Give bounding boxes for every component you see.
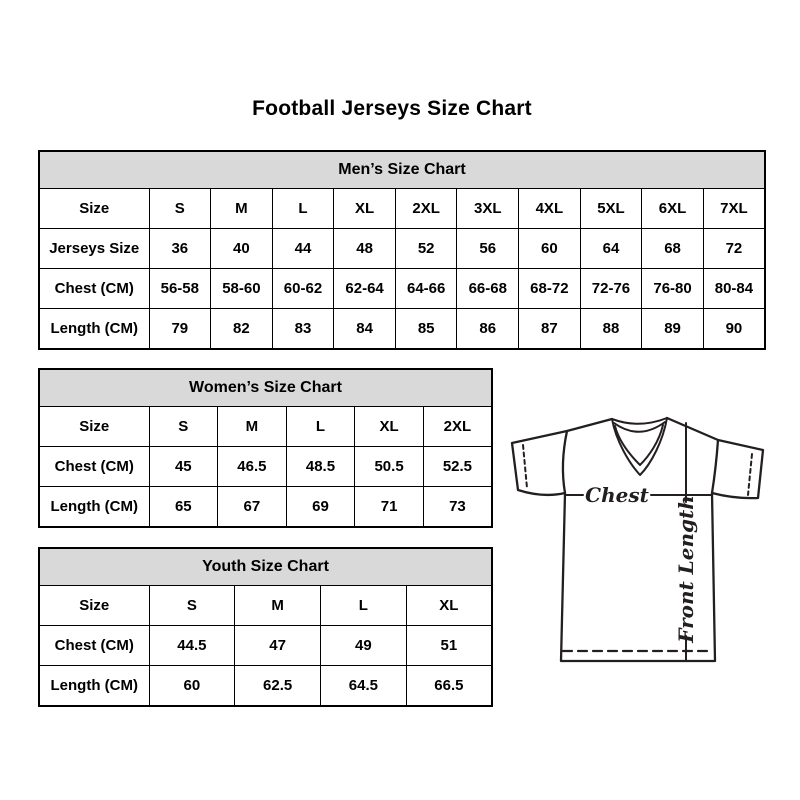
table-row (39, 447, 492, 487)
table-cell: 2XL (395, 189, 457, 229)
row-label: Size (39, 189, 149, 229)
table-cell: 68-72 (519, 269, 581, 309)
table-cell: 64 (580, 229, 642, 269)
table-row (39, 309, 765, 350)
table-cell: 69 (286, 487, 355, 528)
table-cell: 80-84 (703, 269, 765, 309)
row-label: Jerseys Size (39, 229, 149, 269)
table-cell: 3XL (457, 189, 519, 229)
table-cell: 83 (272, 309, 334, 350)
table-cell: L (321, 586, 407, 626)
mens-table-title: Men’s Size Chart (39, 151, 765, 189)
row-label: Size (39, 407, 149, 447)
table-cell: 7XL (703, 189, 765, 229)
youth-table-title: Youth Size Chart (39, 548, 492, 586)
table-cell: 60 (149, 666, 235, 707)
right-sleeve-dash-icon (748, 454, 752, 495)
table-cell: M (211, 189, 273, 229)
row-label: Length (CM) (39, 487, 149, 528)
row-label: Chest (CM) (39, 269, 149, 309)
table-cell: 48 (334, 229, 396, 269)
table-cell: 60 (519, 229, 581, 269)
row-label: Chest (CM) (39, 447, 149, 487)
table-cell: 52 (395, 229, 457, 269)
table-cell: 66-68 (457, 269, 519, 309)
table-cell: 65 (149, 487, 218, 528)
table-cell: XL (355, 407, 424, 447)
front-length-label: Front Length (674, 495, 698, 643)
table-cell: 56 (457, 229, 519, 269)
table-cell: 62-64 (334, 269, 396, 309)
table-cell: 45 (149, 447, 218, 487)
table-cell: 47 (235, 626, 321, 666)
table-row (39, 229, 765, 269)
table-cell: 40 (211, 229, 273, 269)
table-cell: 5XL (580, 189, 642, 229)
table-row (39, 487, 492, 528)
table-cell: 86 (457, 309, 519, 350)
table-cell: L (286, 407, 355, 447)
womens-table (38, 368, 493, 528)
table-row (39, 407, 492, 447)
table-cell: 56-58 (149, 269, 211, 309)
table-cell: 90 (703, 309, 765, 350)
table-cell: 85 (395, 309, 457, 350)
table-cell: 49 (321, 626, 407, 666)
table-cell: S (149, 407, 218, 447)
table-cell: 64.5 (321, 666, 407, 707)
table-cell: 67 (218, 487, 287, 528)
table-cell: M (235, 586, 321, 626)
page-title: Football Jerseys Size Chart (252, 97, 532, 120)
table-row (39, 626, 492, 666)
table-cell: 68 (642, 229, 704, 269)
table-cell: XL (406, 586, 492, 626)
row-label: Length (CM) (39, 309, 149, 350)
table-row (39, 269, 765, 309)
table-cell: 60-62 (272, 269, 334, 309)
table-cell: S (149, 189, 211, 229)
table-cell: 6XL (642, 189, 704, 229)
chest-label: Chest (585, 483, 649, 507)
table-cell: L (272, 189, 334, 229)
table-row (39, 586, 492, 626)
table-cell: 79 (149, 309, 211, 350)
table-cell: 76-80 (642, 269, 704, 309)
table-cell: 51 (406, 626, 492, 666)
table-cell: 36 (149, 229, 211, 269)
table-cell: 58-60 (211, 269, 273, 309)
table-cell: S (149, 586, 235, 626)
table-row (39, 189, 765, 229)
womens-table-title: Women’s Size Chart (39, 369, 492, 407)
table-cell: 88 (580, 309, 642, 350)
table-cell: 84 (334, 309, 396, 350)
table-cell: 44.5 (149, 626, 235, 666)
table-cell: 73 (423, 487, 492, 528)
table-cell: 48.5 (286, 447, 355, 487)
womens-size-chart-table (38, 368, 493, 528)
table-cell: 46.5 (218, 447, 287, 487)
youth-table (38, 547, 493, 707)
table-cell: 72-76 (580, 269, 642, 309)
table-cell: 89 (642, 309, 704, 350)
table-cell: 62.5 (235, 666, 321, 707)
collar-icon (612, 418, 667, 475)
table-cell: 64-66 (395, 269, 457, 309)
table-cell: 44 (272, 229, 334, 269)
table-cell: 87 (519, 309, 581, 350)
row-label: Size (39, 586, 149, 626)
table-row (39, 666, 492, 707)
table-cell: M (218, 407, 287, 447)
table-cell: 50.5 (355, 447, 424, 487)
mens-table (38, 150, 766, 350)
table-cell: XL (334, 189, 396, 229)
jersey-outline-icon (512, 418, 763, 661)
row-label: Chest (CM) (39, 626, 149, 666)
table-cell: 66.5 (406, 666, 492, 707)
youth-size-chart-table (38, 547, 493, 707)
left-sleeve-dash-icon (523, 445, 527, 488)
jersey-measurement-diagram (503, 398, 775, 670)
table-cell: 71 (355, 487, 424, 528)
mens-size-chart-table (38, 150, 766, 350)
table-cell: 82 (211, 309, 273, 350)
table-cell: 4XL (519, 189, 581, 229)
table-cell: 52.5 (423, 447, 492, 487)
row-label: Length (CM) (39, 666, 149, 707)
table-cell: 2XL (423, 407, 492, 447)
table-cell: 72 (703, 229, 765, 269)
